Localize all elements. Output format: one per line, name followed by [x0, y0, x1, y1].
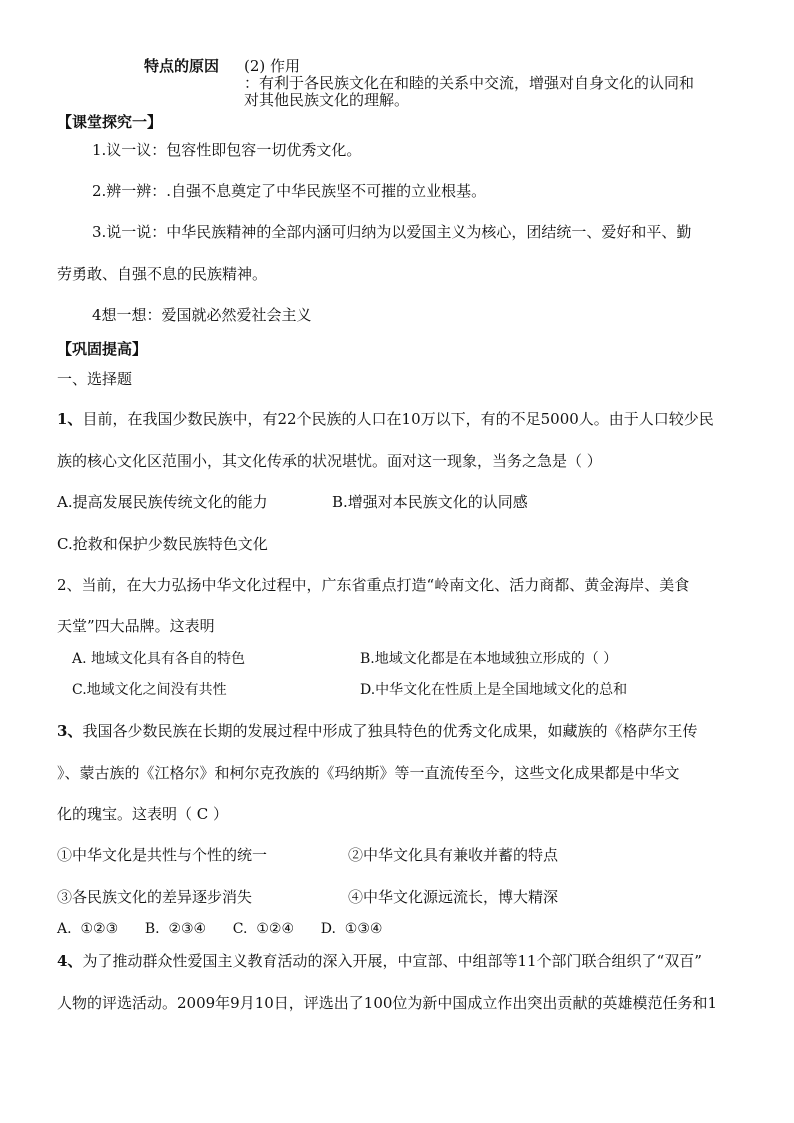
explore-item-2: 2.辨一辨：.自强不息奠定了中华民族坚不可摧的立业根基。 — [92, 182, 487, 200]
role-text-line-2: 对其他民族文化的理解。 — [244, 91, 410, 109]
question-1-option-c: C.抢救和保护少数民族特色文化 — [57, 535, 268, 553]
explore-heading: 【课堂探究一】 — [57, 113, 163, 131]
role-text-line-1: ：有利于各民族文化在和睦的关系中交流，增强对自身文化的认同和 — [244, 74, 695, 92]
explore-item-1: 1.议一议：包容性即包容一切优秀文化。 — [92, 141, 362, 159]
question-1-number: 1、 — [57, 410, 83, 428]
question-1-option-b: B.增强对本民族文化的认同感 — [332, 493, 528, 511]
question-3-statement-3: ③各民族文化的差异逐步消失 — [57, 888, 253, 906]
question-3-statement-4: ④中华文化源远流长，博大精深 — [348, 888, 559, 906]
explore-item-3: 3.说一说：中华民族精神的全部内涵可归纳为以爱国主义为核心，团结统一、爱好和平、勤 — [92, 223, 692, 241]
question-4-line-1: 为了推动群众性爱国主义教育活动的深入开展，中宣部、中组部等11个部门联合组织了“双百” — [82, 952, 702, 970]
explore-item-4: 4想一想：爱国就必然爱社会主义 — [92, 306, 312, 324]
consolidate-heading: 【巩固提高】 — [57, 340, 148, 358]
question-1 — [57, 410, 714, 428]
question-2-line-2: 天堂”四大品牌。这表明 — [57, 617, 215, 635]
section-title: 一、选择题 — [57, 370, 133, 388]
question-3-number: 3、 — [57, 722, 83, 740]
question-3-statement-1: ①中华文化是共性与个性的统一 — [57, 846, 268, 864]
question-2-option-c: C.地域文化之间没有共性 — [72, 682, 227, 698]
question-2-option-a: A. 地域文化具有各自的特色 — [72, 651, 246, 667]
question-3-statement-2: ②中华文化具有兼收并蓄的特点 — [348, 846, 559, 864]
question-4 — [57, 952, 702, 970]
question-4-line-2: 人物的评选活动。2009年9月10日，评选出了100位为新中国成立作出突出贡献的英雄模范任务和1 — [57, 994, 717, 1012]
question-1-line-1: 目前，在我国少数民族中，有22个民族的人口在10万以下，有的不足5000人。由于人口较少民 — [82, 410, 714, 428]
question-3-choices: A. ①②③ B. ②③④ C. ①②④ D. ①③④ — [57, 921, 383, 937]
question-1-option-a: A.提高发展民族传统文化的能力 — [57, 493, 268, 511]
question-4-number: 4、 — [57, 952, 83, 970]
question-1-line-2: 族的核心文化区范围小，其文化传承的状况堪忧。面对这一现象，当务之急是（ ） — [57, 452, 602, 470]
question-2-option-d: D.中华文化在性质上是全国地域文化的总和 — [360, 682, 628, 698]
explore-item-3-cont: 劳勇敢、自强不息的民族精神。 — [57, 265, 268, 283]
question-2-line-1: 2、当前，在大力弘扬中华文化过程中，广东省重点打造“岭南文化、活力商都、黄金海岸、美食 — [57, 576, 690, 594]
question-3-line-2: 》、蒙古族的《江格尔》和柯尔克孜族的《玛纳斯》等一直流传至今，这些文化成果都是中华文 — [57, 764, 680, 782]
question-3-line-3: 化的瑰宝。这表明（ C ） — [57, 805, 229, 823]
question-3 — [57, 722, 697, 740]
role-label: (2) 作用 — [244, 57, 301, 75]
question-3-line-1: 我国各少数民族在长期的发展过程中形成了独具特色的优秀文化成果，如藏族的《格萨尔王传 — [82, 722, 698, 740]
reason-label: 特点的原因 — [144, 57, 220, 75]
question-2-option-b: B.地域文化都是在本地域独立形成的（ ） — [360, 651, 618, 667]
